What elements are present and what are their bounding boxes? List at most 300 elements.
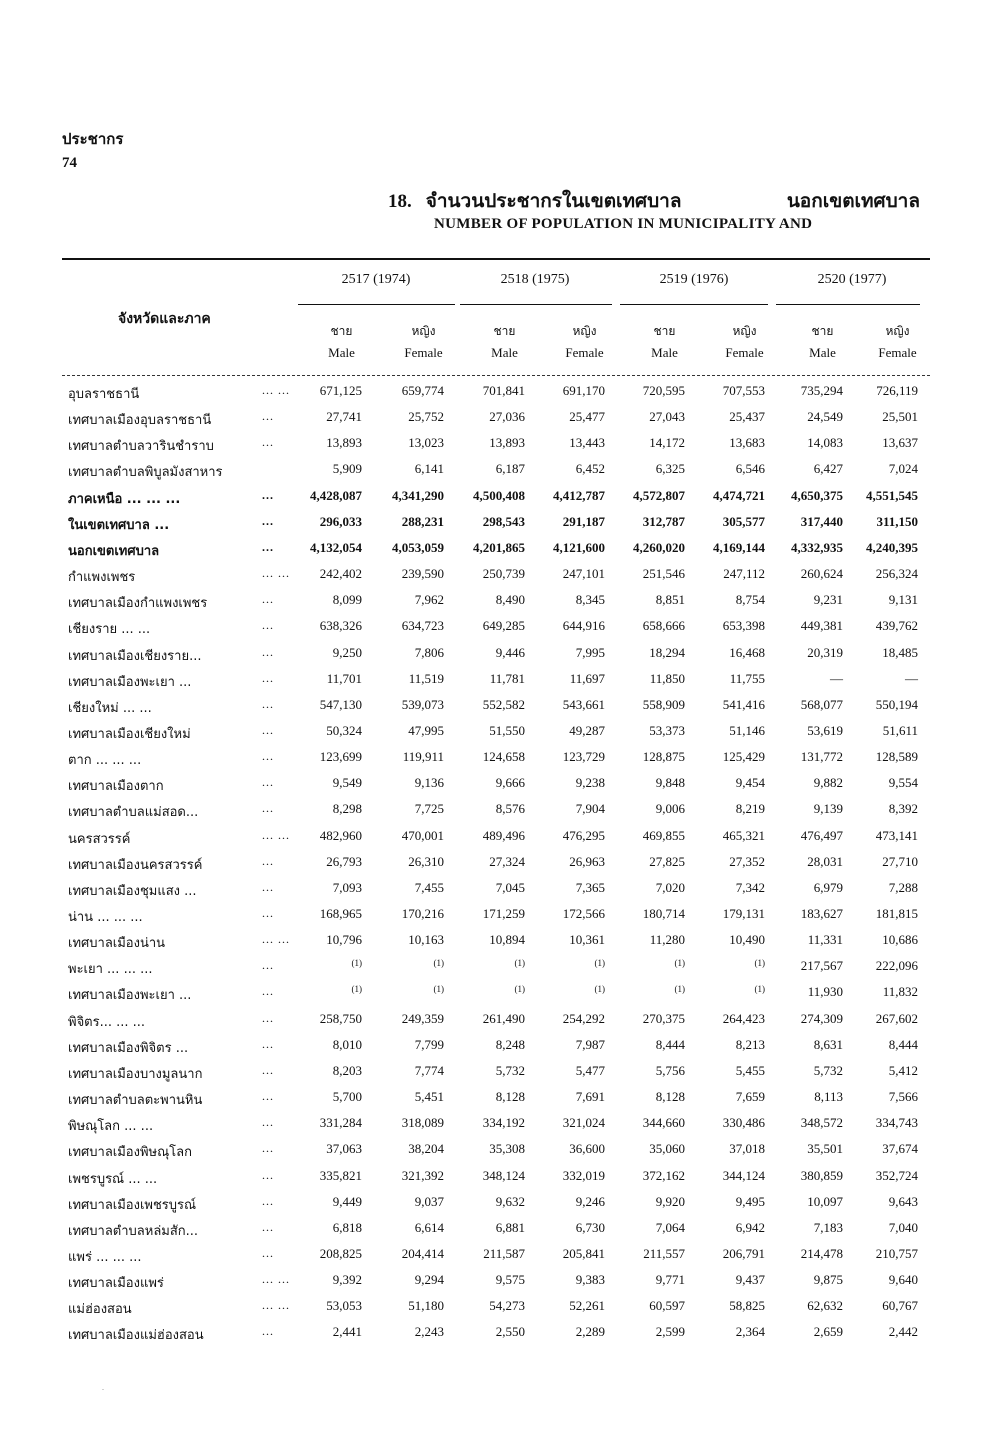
table-cell: 8,298 [332, 801, 362, 817]
table-cell: 222,096 [875, 958, 918, 974]
table-cell: 707,553 [722, 383, 765, 398]
table-cell: 4,240,395 [866, 539, 918, 555]
table-cell: 214,478 [800, 1245, 843, 1261]
table-cell: 9,446 [495, 644, 525, 660]
table-row [0, 618, 990, 644]
row-leader-dots: ... [262, 775, 274, 790]
table-cell: 53,373 [649, 722, 685, 738]
table-cell: 5,451 [414, 1089, 444, 1105]
table-cell: 2,243 [414, 1324, 444, 1340]
table-cell: 288,231 [401, 513, 444, 529]
page-number: 74 [62, 155, 77, 171]
table-cell: 5,455 [735, 1062, 765, 1078]
table-cell: 27,324 [489, 853, 525, 869]
table-row [0, 697, 990, 723]
table-row [0, 801, 990, 827]
table-cell: 5,412 [888, 1062, 918, 1078]
table-cell: 5,732 [495, 1062, 525, 1078]
table-cell: 7,183 [813, 1219, 843, 1235]
table-cell: 25,501 [882, 409, 918, 425]
row-label: เทศบาลตำบลวารินชำราบ [68, 439, 214, 455]
table-cell: 50,324 [326, 722, 362, 738]
table-cell: 305,577 [722, 513, 765, 529]
table-cell: 52,261 [569, 1298, 605, 1314]
table-cell: 543,661 [562, 696, 605, 712]
table-cell: 9,246 [575, 1193, 605, 1209]
table-cell: 9,250 [332, 644, 362, 660]
table-cell: 11,755 [729, 670, 765, 686]
table-cell: 449,381 [800, 618, 843, 634]
sex-header-english: Male [651, 345, 678, 360]
sex-header [785, 320, 860, 364]
table-cell: 4,650,375 [791, 487, 843, 503]
row-label: น่าน ... ... ... [68, 910, 143, 925]
table-cell: 7,045 [495, 879, 525, 895]
table-cell: 8,851 [655, 592, 685, 608]
table-cell: 6,881 [495, 1219, 525, 1235]
table-cell: 335,821 [319, 1167, 362, 1183]
table-row [0, 1115, 990, 1141]
table-cell: 4,341,290 [392, 487, 444, 503]
table-cell: 239,590 [401, 566, 444, 582]
row-leader-dots: ... ... [262, 566, 290, 581]
table-cell: (1) [754, 958, 765, 969]
table-cell: 128,589 [875, 749, 918, 765]
table-cell: 11,701 [326, 670, 362, 686]
row-label: เพชรบูรณ์ ... ... [68, 1171, 158, 1187]
row-leader-dots: ... ... [262, 383, 290, 397]
table-row [0, 906, 990, 932]
table-cell: 2,550 [495, 1324, 525, 1340]
table-cell: (1) [351, 958, 362, 969]
table-cell: 691,170 [562, 383, 605, 398]
table-cell: 298,543 [482, 513, 525, 529]
row-leader-dots: ... [262, 435, 274, 450]
table-cell: 11,850 [649, 670, 685, 686]
table-cell: 9,449 [332, 1193, 362, 1209]
table-cell: 258,750 [319, 1010, 362, 1026]
table-cell: (1) [754, 984, 765, 995]
table-row [0, 1324, 990, 1350]
row-label: เทศบาลเมืองแม่ฮ่องสอน [68, 1328, 204, 1344]
table-cell: 9,640 [888, 1272, 918, 1288]
table-cell: 7,342 [735, 879, 765, 895]
table-cell: 9,392 [332, 1272, 362, 1288]
row-leader-dots: ... [262, 487, 274, 502]
sex-header-thai: ชาย [653, 324, 676, 338]
title-thai-left: จำนวนประชากรในเขตเทศบาล [425, 191, 682, 212]
table-cell: 9,495 [735, 1193, 765, 1209]
row-leader-dots: ... [262, 409, 274, 424]
table-cell: 247,101 [562, 566, 605, 582]
table-cell: 4,500,408 [473, 487, 525, 503]
scan-mark: . [102, 1383, 104, 1392]
row-leader-dots: ... [262, 539, 274, 554]
row-leader-dots: ... [262, 1089, 274, 1104]
table-cell: 8,219 [735, 801, 765, 817]
table-cell: 11,930 [807, 984, 843, 1000]
table-cell: 8,576 [495, 801, 525, 817]
row-label: เทศบาลตำบลแม่สอด... [68, 805, 199, 821]
table-cell: 179,131 [722, 906, 765, 921]
row-label: เทศบาลเมืองพิษณุโลก [68, 1145, 192, 1161]
table-cell: 180,714 [642, 906, 685, 921]
row-label: เทศบาลตำบลตะพานหิน [68, 1093, 203, 1109]
table-cell: 8,392 [888, 801, 918, 817]
table-cell: 439,762 [875, 618, 918, 634]
table-cell: 18,485 [882, 644, 918, 660]
table-cell: 27,741 [326, 409, 362, 425]
sex-header [304, 320, 379, 364]
table-cell: 9,437 [735, 1272, 765, 1288]
table-cell: 8,099 [332, 592, 362, 608]
table-cell: 469,855 [642, 827, 685, 843]
row-leader-dots: ... [262, 722, 274, 737]
table-cell: 465,321 [722, 827, 765, 843]
sex-header-english: Female [404, 345, 443, 360]
table-cell: 317,440 [800, 513, 843, 529]
table-cell: 247,112 [723, 566, 765, 582]
table-cell: 552,582 [482, 696, 525, 712]
table-cell: 8,444 [888, 1036, 918, 1052]
row-label: เทศบาลเมืองตาก [68, 779, 164, 795]
table-cell: 658,666 [642, 618, 685, 634]
table-cell: 7,725 [414, 801, 444, 817]
year-header: 2520 (1977) [817, 272, 887, 287]
row-leader-dots: ... [262, 1062, 274, 1077]
table-cell: 60,597 [649, 1298, 685, 1314]
row-leader-dots: ... [262, 749, 274, 764]
row-leader-dots: ... ... [262, 1298, 290, 1313]
table-cell: 10,796 [326, 932, 362, 948]
row-label: เทศบาลเมืองน่าน [68, 936, 166, 952]
table-row [0, 566, 990, 592]
table-cell: 26,793 [326, 853, 362, 869]
table-cell: 634,723 [401, 618, 444, 634]
table-cell: 8,010 [332, 1036, 362, 1052]
table-cell: 13,893 [489, 435, 525, 451]
table-cell: 4,169,144 [713, 539, 765, 555]
row-leader-dots: ... [262, 513, 274, 528]
table-cell: 5,700 [332, 1089, 362, 1105]
table-cell: 6,452 [575, 461, 605, 477]
table-cell: 26,310 [408, 853, 444, 869]
table-cell: 348,572 [800, 1115, 843, 1131]
table-row [0, 409, 990, 435]
sex-header-thai: หญิง [411, 324, 436, 338]
table-row [0, 383, 990, 409]
table-cell: 25,477 [569, 409, 605, 425]
table-cell: 9,666 [495, 775, 525, 791]
table-cell: 6,818 [332, 1219, 362, 1235]
table-cell: 9,882 [813, 775, 843, 791]
table-cell: 123,729 [562, 749, 605, 765]
table-cell: 7,020 [655, 879, 685, 895]
table-cell: (1) [433, 984, 444, 995]
row-label: เทศบาลเมืองแพร่ [68, 1276, 164, 1292]
row-label: นอกเขตเทศบาล [68, 543, 160, 559]
table-cell: 735,294 [800, 383, 843, 398]
table-cell: 128,875 [642, 749, 685, 765]
table-cell: 2,659 [813, 1324, 843, 1340]
table-cell: 123,699 [319, 749, 362, 765]
table-cell: 6,942 [735, 1219, 765, 1235]
table-cell: 7,365 [575, 879, 605, 895]
sex-header-thai: ชาย [493, 324, 516, 338]
row-label: เทศบาลเมืองเชียงราย... [68, 648, 202, 664]
table-cell: 168,965 [319, 906, 362, 921]
table-cell: 125,429 [722, 749, 765, 765]
table-cell: 9,575 [495, 1272, 525, 1288]
table-cell: 539,073 [401, 696, 444, 712]
table-cell: 35,501 [807, 1141, 843, 1157]
table-cell: 7,962 [414, 592, 444, 608]
table-cell: 541,416 [722, 696, 765, 712]
table-cell: 9,632 [495, 1193, 525, 1209]
table-cell: 8,128 [655, 1089, 685, 1105]
table-cell: (1) [594, 958, 605, 969]
table-cell: 51,180 [408, 1298, 444, 1314]
sex-header-english: Female [565, 345, 604, 360]
table-cell: 9,231 [813, 592, 843, 608]
table-row [0, 1246, 990, 1272]
table-cell: 547,130 [319, 696, 362, 712]
table-cell: 242,402 [319, 566, 362, 582]
table-cell: 11,519 [408, 670, 444, 686]
table-cell: 9,771 [655, 1272, 685, 1288]
table-cell: 60,767 [882, 1298, 918, 1314]
table-row [0, 488, 990, 514]
table-row [0, 1011, 990, 1037]
row-leader-dots: ... [262, 1219, 274, 1234]
table-cell: 16,468 [729, 644, 765, 660]
table-row [0, 854, 990, 880]
table-cell: 9,454 [735, 775, 765, 791]
table-cell: 5,477 [575, 1062, 605, 1078]
table-row [0, 984, 990, 1010]
sex-header-english: Female [878, 345, 917, 360]
row-leader-dots: ... [262, 1036, 274, 1051]
table-cell: 2,289 [575, 1324, 605, 1340]
year-header-rule [460, 304, 612, 305]
year-header: 2517 (1974) [341, 272, 411, 287]
year-header: 2519 (1976) [659, 272, 729, 287]
table-cell: 8,203 [332, 1062, 362, 1078]
table-cell: 2,442 [888, 1324, 918, 1340]
table-cell: 35,060 [649, 1141, 685, 1157]
row-leader-dots: ... [262, 644, 274, 659]
sex-header [860, 320, 935, 364]
row-label: นครสวรรค์ [68, 831, 131, 847]
table-cell: 270,375 [642, 1010, 685, 1026]
table-cell: 131,772 [800, 749, 843, 765]
row-leader-dots: ... ... [262, 932, 290, 947]
table-cell: 10,490 [729, 932, 765, 948]
table-cell: 251,546 [642, 566, 685, 582]
table-top-rule [62, 258, 930, 260]
table-cell: 8,113 [814, 1089, 843, 1105]
row-leader-dots: ... ... [262, 1272, 290, 1287]
row-leader-dots: ... ... [262, 827, 290, 842]
table-cell: 380,859 [800, 1167, 843, 1183]
table-title-english: NUMBER OF POPULATION IN MUNICIPALITY AND [434, 216, 813, 232]
table-cell: 6,730 [575, 1219, 605, 1235]
table-cell: 11,280 [649, 932, 685, 948]
table-cell: 9,139 [813, 801, 843, 817]
row-label: อุบลราชธานี [68, 387, 140, 402]
table-row [0, 1220, 990, 1246]
table-cell: 9,848 [655, 775, 685, 791]
table-cell: 352,724 [875, 1167, 918, 1183]
table-cell: 14,083 [807, 435, 843, 451]
row-label: เทศบาลเมืองกำแพงเพชร [68, 596, 208, 612]
table-cell: 318,089 [401, 1115, 444, 1131]
table-row [0, 435, 990, 461]
row-label: แพร่ ... ... ... [68, 1249, 142, 1265]
table-cell: 6,141 [414, 461, 444, 477]
table-cell: 649,285 [482, 618, 525, 634]
table-row [0, 828, 990, 854]
row-label: เทศบาลเมืองพะเยา ... [68, 674, 192, 690]
table-row [0, 1194, 990, 1220]
table-row [0, 1037, 990, 1063]
table-cell: 291,187 [562, 513, 605, 529]
table-cell: 348,124 [482, 1167, 525, 1183]
row-label: เทศบาลตำบลหล่มสัก... [68, 1223, 199, 1239]
table-row [0, 723, 990, 749]
table-cell: 20,319 [807, 644, 843, 660]
sex-header [547, 320, 622, 364]
table-cell: 38,204 [408, 1141, 444, 1157]
table-cell: 7,995 [575, 644, 605, 660]
table-cell: 18,294 [649, 644, 685, 660]
table-cell: (1) [514, 958, 525, 969]
row-leader-dots: ... [262, 1245, 274, 1260]
table-cell: 4,412,787 [553, 487, 605, 503]
table-cell: 5,756 [655, 1062, 685, 1078]
table-cell: 9,131 [888, 592, 918, 608]
table-cell: 204,414 [401, 1245, 444, 1261]
table-cell: 644,916 [562, 618, 605, 634]
table-cell: 210,757 [875, 1245, 918, 1261]
table-cell: — [830, 670, 843, 686]
row-header-label: จังหวัดและภาค [118, 312, 211, 327]
sex-header-thai: ชาย [330, 324, 353, 338]
row-label: ในเขตเทศบาล ... [68, 517, 170, 533]
table-cell: 7,691 [575, 1089, 605, 1105]
table-cell: 331,284 [319, 1115, 362, 1131]
table-cell: 9,238 [575, 775, 605, 791]
table-cell: 334,743 [875, 1115, 918, 1131]
table-cell: 58,825 [729, 1298, 765, 1314]
table-cell: 13,023 [408, 435, 444, 451]
table-cell: 261,490 [482, 1010, 525, 1026]
table-row [0, 958, 990, 984]
table-cell: 7,904 [575, 801, 605, 817]
row-leader-dots: ... [262, 670, 274, 685]
table-cell: 6,325 [655, 461, 685, 477]
table-cell: 311,150 [876, 513, 918, 529]
table-cell: 25,752 [408, 409, 444, 425]
running-head: ประชากร [62, 132, 124, 148]
row-label: พะเยา ... ... ... [68, 962, 153, 978]
table-cell: 7,024 [888, 461, 918, 477]
sex-header-thai: หญิง [885, 324, 910, 338]
row-leader-dots: ... [262, 879, 274, 894]
table-cell: 208,825 [319, 1245, 362, 1261]
table-cell: 183,627 [800, 906, 843, 921]
table-cell: 8,490 [495, 592, 525, 608]
table-cell: 8,631 [813, 1036, 843, 1052]
table-cell: 344,660 [642, 1115, 685, 1131]
table-cell: 260,624 [800, 566, 843, 582]
row-label: ภาคเหนือ ... ... ... [68, 491, 181, 507]
table-cell: 37,063 [326, 1141, 362, 1157]
table-cell: 7,566 [888, 1089, 918, 1105]
table-cell: (1) [674, 984, 685, 995]
table-cell: 10,097 [807, 1193, 843, 1209]
table-cell: 9,554 [888, 775, 918, 791]
table-cell: 2,441 [332, 1324, 362, 1340]
table-cell: 8,345 [575, 592, 605, 608]
table-cell: 62,632 [807, 1298, 843, 1314]
row-label: เทศบาลเมืองเพชรบูรณ์ [68, 1197, 197, 1213]
table-cell: 8,754 [735, 592, 765, 608]
table-cell: 274,309 [800, 1010, 843, 1026]
table-cell: (1) [351, 984, 362, 995]
table-cell: 254,292 [562, 1010, 605, 1026]
row-leader-dots: ... [262, 906, 274, 920]
table-cell: 256,324 [875, 566, 918, 582]
table-cell: 473,141 [875, 827, 918, 843]
table-cell: 11,781 [489, 670, 525, 686]
table-cell: 124,658 [482, 749, 525, 765]
row-label: เทศบาลตำบลพิบูลมังสาหาร [68, 465, 223, 481]
table-row [0, 645, 990, 671]
table-cell: 2,364 [735, 1324, 765, 1340]
table-cell: 249,359 [401, 1010, 444, 1026]
header-divider [62, 375, 930, 376]
table-cell: 8,128 [495, 1089, 525, 1105]
sex-header [386, 320, 461, 364]
table-cell: 9,549 [332, 775, 362, 791]
table-cell: 470,001 [401, 827, 444, 843]
table-cell: 4,201,865 [473, 539, 525, 555]
table-row [0, 1089, 990, 1115]
table-cell: 568,077 [800, 696, 843, 712]
table-row [0, 1272, 990, 1298]
table-cell: 37,674 [882, 1141, 918, 1157]
row-leader-dots: ... [262, 984, 274, 999]
table-cell: 638,326 [319, 618, 362, 634]
table-cell: 35,308 [489, 1141, 525, 1157]
table-cell: 7,806 [414, 644, 444, 660]
sex-header-thai: หญิง [572, 324, 597, 338]
table-cell: 489,496 [482, 827, 525, 843]
table-cell: 54,273 [489, 1298, 525, 1314]
table-cell: 264,423 [722, 1010, 765, 1026]
table-cell: 11,832 [882, 984, 918, 1000]
row-label: เทศบาลเมืองอุบลราชธานี [68, 413, 212, 429]
year-header-rule [620, 304, 768, 305]
table-cell: 13,893 [326, 435, 362, 451]
table-cell: 653,398 [722, 618, 765, 634]
table-cell: (1) [433, 958, 444, 969]
table-cell: 372,162 [642, 1167, 685, 1183]
table-cell: 8,248 [495, 1036, 525, 1052]
sex-header [627, 320, 702, 364]
table-row [0, 1298, 990, 1324]
